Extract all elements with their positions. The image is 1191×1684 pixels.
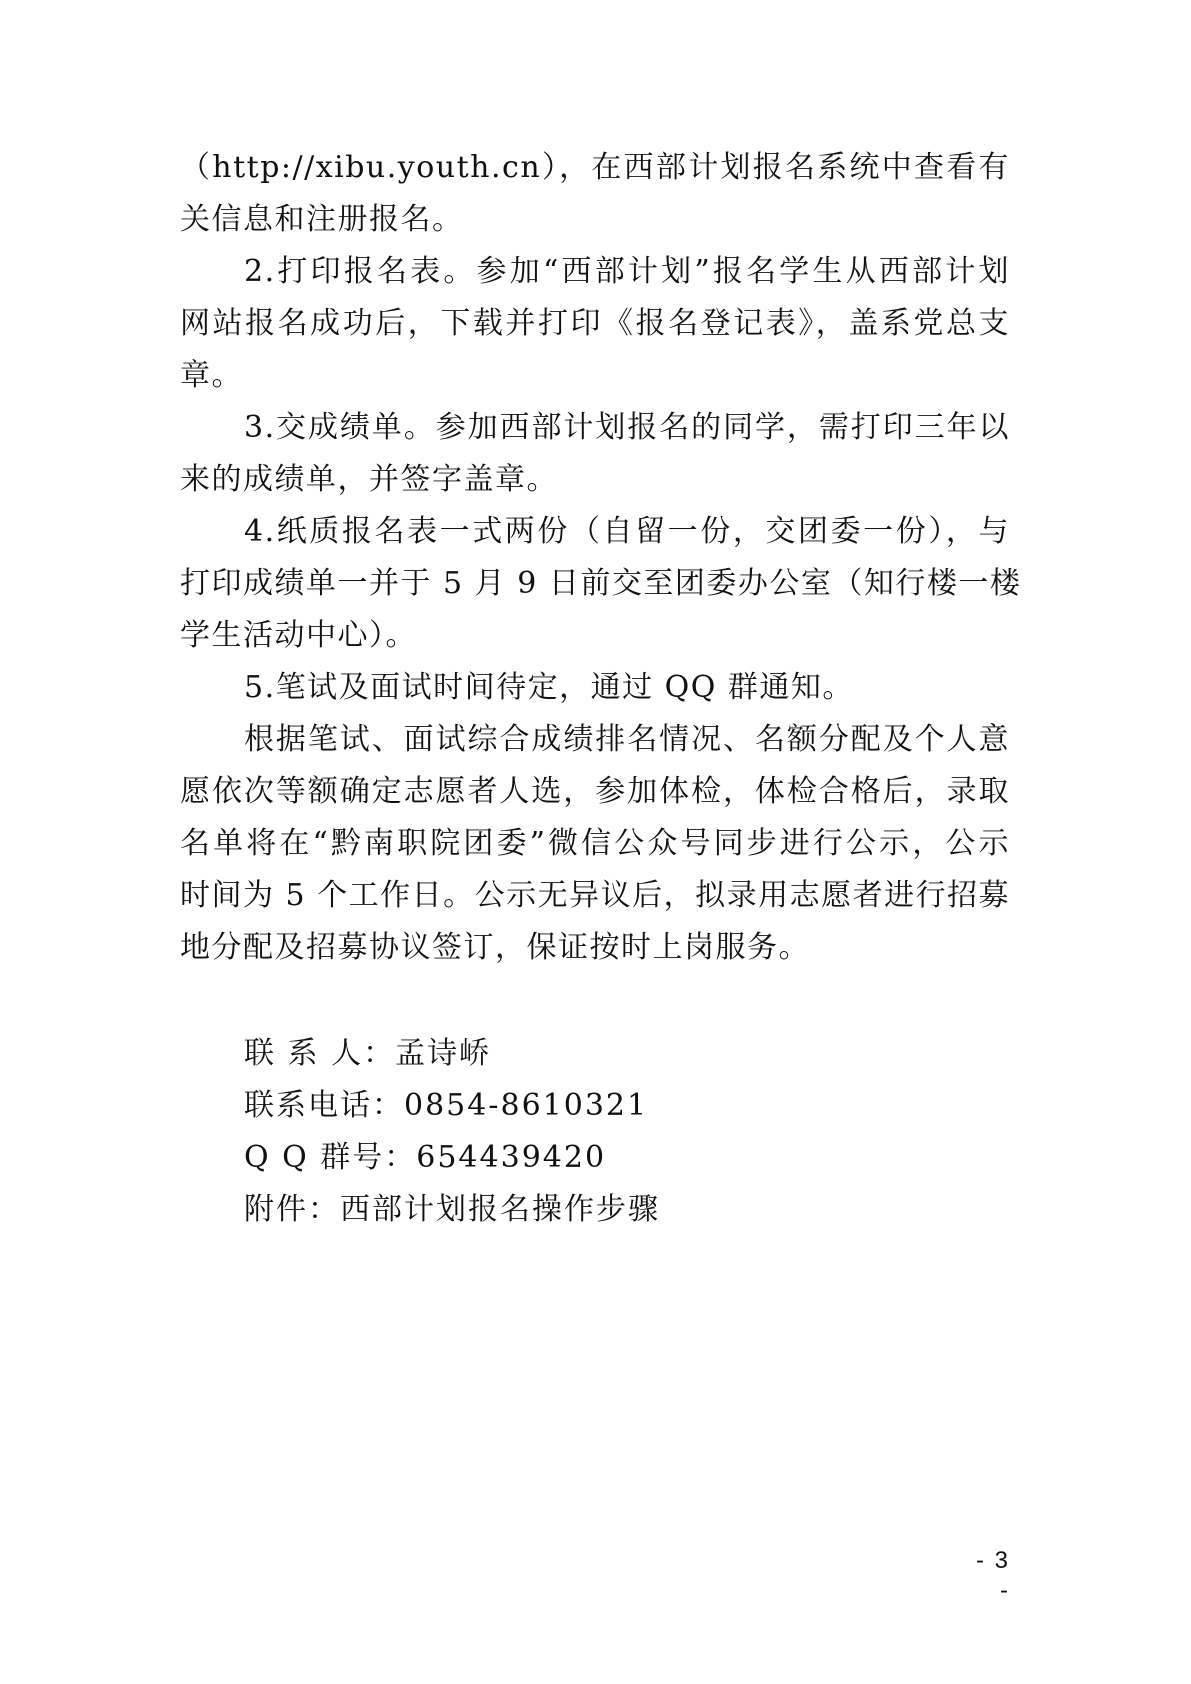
contact-qq-group: Q Q 群号：654439420 [244, 1140, 607, 1175]
paragraph-2-line-2: 网站报名成功后，下载并打印《报名登记表》，盖系党总支 [180, 306, 1010, 341]
paragraph-6-line-5: 地分配及招募协议签订，保证按时上岗服务。 [180, 930, 810, 965]
paragraph-6-line-1: 根据笔试、面试综合成绩排名情况、名额分配及个人意 [244, 722, 1010, 757]
paragraph-5-line-1: 5.笔试及面试时间待定，通过 QQ 群通知。 [244, 670, 854, 705]
paragraph-2-line-3: 章。 [180, 358, 243, 393]
paragraph-1-line-1: （http://xibu.youth.cn），在西部计划报名系统中查看有 [180, 150, 1010, 185]
paragraph-2-line-1: 2.打印报名表。参加“西部计划”报名学生从西部计划 [244, 254, 1010, 289]
paragraph-6-line-2: 愿依次等额确定志愿者人选，参加体检，体检合格后，录取 [180, 774, 1010, 809]
paragraph-1-line-2: 关信息和注册报名。 [180, 202, 464, 237]
paragraph-3-line-2: 来的成绩单，并签字盖章。 [180, 462, 558, 497]
contact-person: 联 系 人：孟诗峤 [244, 1036, 492, 1071]
attachment-note: 附件：西部计划报名操作步骤 [244, 1192, 660, 1227]
contact-phone: 联系电话：0854-8610321 [244, 1088, 649, 1123]
paragraph-3-line-1: 3.交成绩单。参加西部计划报名的同学，需打印三年以 [244, 410, 1010, 445]
paragraph-4-line-3: 学生活动中心）。 [180, 618, 417, 653]
page-number: - 3 - [975, 1547, 1010, 1604]
paragraph-6-line-4: 时间为 5 个工作日。公示无异议后，拟录用志愿者进行招募 [180, 878, 1011, 913]
paragraph-4-line-2: 打印成绩单一并于 5 月 9 日前交至团委办公室（知行楼一楼 [180, 566, 1022, 601]
paragraph-4-line-1: 4.纸质报名表一式两份（自留一份，交团委一份），与 [244, 514, 1010, 549]
paragraph-6-line-3: 名单将在“黔南职院团委”微信公众号同步进行公示，公示 [180, 826, 1010, 861]
